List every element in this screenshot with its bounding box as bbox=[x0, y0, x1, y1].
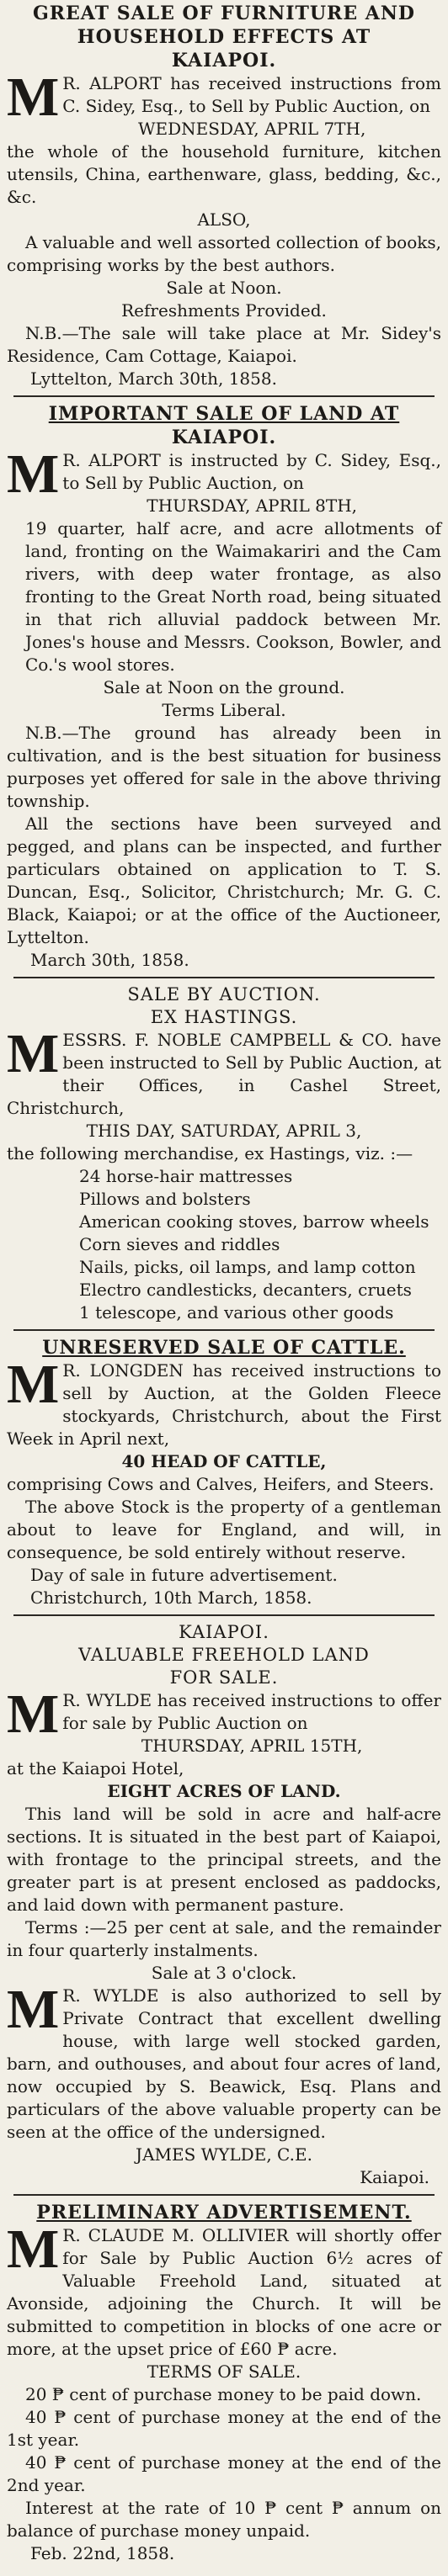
ad-body: comprising Cows and Calves, Heifers, and Steers. bbox=[7, 1474, 435, 1494]
dateline: March 30th, 1858. bbox=[30, 950, 189, 970]
ad-headline: UNRESERVED SALE OF CATTLE. bbox=[42, 1337, 406, 1359]
ad-intro bbox=[7, 1354, 441, 1450]
ad-headline: IMPORTANT SALE OF LAND AT bbox=[48, 403, 400, 425]
ad-headline: KAIAPOI. bbox=[179, 1622, 269, 1642]
drop-cap: M bbox=[7, 2218, 60, 2280]
ad-headline: GREAT SALE OF FURNITURE AND bbox=[32, 3, 416, 24]
column-rule bbox=[13, 977, 435, 978]
auction-date: WEDNESDAY, APRIL 7TH, bbox=[137, 119, 366, 139]
drop-cap: M bbox=[7, 443, 60, 505]
merchandise-list bbox=[7, 1165, 441, 1324]
ad-intro bbox=[7, 66, 441, 128]
ad-body: the whole of the household furniture, kitchen utensils, China, earthenware, glass, bedding, &c., &c. bbox=[7, 141, 441, 207]
auction-date: THIS DAY, SATURDAY, APRIL 3, bbox=[86, 1121, 362, 1141]
column-rule bbox=[13, 395, 435, 397]
ad-headline: KAIAPOI. bbox=[171, 427, 277, 448]
drop-cap: M bbox=[7, 1023, 60, 1084]
ad-land-sale bbox=[7, 400, 441, 972]
ad-intro-text: R. ALPORT is instructed by C. Sidey, Esq., to Sell by Public Auction, on bbox=[62, 450, 441, 493]
ad-body: A valuable and well assorted collection of books, comprising works by the best authors. bbox=[7, 232, 441, 275]
list-item: Nails, picks, oil lamps, and lamp cotton bbox=[79, 1257, 416, 1277]
terms-item: 40 ₱ cent of purchase money at the end of the 1st year. bbox=[7, 2407, 441, 2450]
list-item: 24 horse-hair mattresses bbox=[79, 1166, 293, 1186]
auction-date: THURSDAY, APRIL 15TH, bbox=[141, 1736, 363, 1756]
also-label: ALSO, bbox=[197, 209, 251, 230]
ad-headline: EX HASTINGS. bbox=[150, 1007, 298, 1027]
ad-body: All the sections have been surveyed and pegged, and plans can be inspected, and further particulars obtained on application to T. S. Duncan, Esq., Solicitor, Christchurch; Mr. G. C. Black, Kaiapoi; or at the office of the Auctioneer, Lyttelton. bbox=[7, 814, 441, 947]
dateline: Lyttelton, March 30th, 1858. bbox=[30, 368, 277, 389]
ad-private-contract bbox=[7, 1979, 441, 2144]
terms-note: Terms :—25 per cent at sale, and the remainder in four quarterly instalments. bbox=[7, 1917, 441, 1960]
ad-body: R. WYLDE is also authorized to sell by Private Contract that excellent dwelling house, with large well stocked garden, barn, and outhouses, and about four acres of land, now occupied by S. Beawick, Esq. Plans and particulars of the above valuable property can be seen at the office of the undersigned. bbox=[7, 1985, 441, 2142]
nb-note: N.B.—The sale will take place at Mr. Sidey's Residence, Cam Cottage, Kaiapoi. bbox=[7, 323, 441, 366]
terms-item: Interest at the rate of 10 ₱ cent ₱ annum on balance of purchase money unpaid. bbox=[7, 2498, 441, 2541]
sale-time: Sale at 3 o'clock. bbox=[151, 1963, 297, 1983]
ad-body: 19 quarter, half acre, and acre allotments of land, fronting on the Waimakariri and the Cam rivers, with deep water frontage, as also fronting to the Great North road, being situated in that rich alluvial paddock between Mr. Jones's house and Messrs. Cookson, Bowler, and Co.'s wool stores. bbox=[25, 518, 441, 675]
ad-intro bbox=[7, 1023, 441, 1120]
ad-furniture-sale bbox=[7, 0, 441, 390]
ad-intro bbox=[7, 1683, 441, 1745]
list-item: Pillows and bolsters bbox=[79, 1189, 251, 1209]
terms-note: Terms Liberal. bbox=[162, 700, 286, 720]
ad-body: This land will be sold in acre and half-acre sections. It is situated in the best part of Kaiapoi, with frontage to the principal streets, and the greater part is at present enclosed as paddocks, and laid down with permanent pasture. bbox=[7, 1804, 441, 1915]
ad-intro bbox=[7, 2218, 441, 2361]
list-item: American cooking stoves, barrow wheels bbox=[79, 1211, 429, 1232]
list-item: Corn sieves and riddles bbox=[79, 1234, 280, 1254]
sale-day-note: Day of sale in future advertisement. bbox=[30, 1565, 338, 1585]
ad-intro-text: ESSRS. F. NOBLE CAMPBELL & CO. have been instructed to Sell by Public Auction, at their Offices, in Cashel Street, Christchurch, bbox=[7, 1030, 441, 1118]
refreshments-note: Refreshments Provided. bbox=[121, 300, 327, 321]
ad-kaiapoi-freehold bbox=[7, 1619, 441, 2189]
column-rule bbox=[13, 1329, 435, 1331]
drop-cap: M bbox=[7, 1979, 60, 2040]
venue: at the Kaiapoi Hotel, bbox=[7, 1758, 184, 1778]
column-rule bbox=[13, 2194, 435, 2196]
ad-intro-text: R. CLAUDE M. OLLIVIER will shortly offer for Sale by Public Auction 6½ acres of Valuable Freehold Land, situated at Avonside, adjoining the Church. It will be submitted to competition in blocks of one acre or more, at the upset price of £60 ₱ acre. bbox=[7, 2225, 441, 2359]
ad-headline: HOUSEHOLD EFFECTS AT bbox=[77, 26, 371, 48]
ad-headline: FOR SALE. bbox=[169, 1667, 279, 1688]
drop-cap: M bbox=[7, 1683, 60, 1745]
ad-headline: VALUABLE FREEHOLD LAND bbox=[78, 1645, 370, 1665]
lot-title: EIGHT ACRES OF LAND. bbox=[107, 1781, 341, 1801]
signature-place: Kaiapoi. bbox=[360, 2167, 429, 2187]
lot-title: 40 HEAD OF CATTLE, bbox=[121, 1451, 327, 1471]
column-rule bbox=[13, 1614, 435, 1616]
ad-lead: the following merchandise, ex Hastings, viz. :— bbox=[7, 1143, 413, 1163]
ad-intro-text: R. ALPORT has received instructions from C. Sidey, Esq., to Sell by Public Auction, on bbox=[62, 73, 441, 116]
ad-intro-text: R. LONGDEN has received instructions to sell by Auction, at the Golden Fleece stockyards, Christchurch, about the First Week in April next, bbox=[7, 1360, 441, 1449]
drop-cap: M bbox=[7, 66, 60, 128]
advertisement-column bbox=[7, 0, 441, 2565]
dateline: Feb. 22nd, 1858. bbox=[30, 2543, 175, 2563]
ad-headline: SALE BY AUCTION. bbox=[127, 984, 321, 1004]
sale-time: Sale at Noon. bbox=[166, 278, 282, 298]
terms-heading: TERMS OF SALE. bbox=[147, 2361, 301, 2382]
list-item: Electro candlesticks, decanters, cruets bbox=[79, 1280, 412, 1300]
ad-headline: PRELIMINARY ADVERTISEMENT. bbox=[36, 2202, 412, 2224]
ad-preliminary bbox=[7, 2199, 441, 2565]
dateline: Christchurch, 10th March, 1858. bbox=[30, 1587, 312, 1608]
nb-note: N.B.—The ground has already been in cultivation, and is the best situation for business purposes yet offered for sale in the above thriving township. bbox=[7, 723, 441, 811]
ad-cattle-sale bbox=[7, 1334, 441, 1609]
ad-headline: KAIAPOI. bbox=[171, 50, 277, 72]
auction-date: THURSDAY, APRIL 8TH, bbox=[147, 496, 358, 516]
ad-body: The above Stock is the property of a gentleman about to leave for England, and will, in consequence, be sold entirely without reserve. bbox=[7, 1497, 441, 1562]
ad-intro-text: R. WYLDE has received instructions to offer for sale by Public Auction on bbox=[62, 1690, 441, 1733]
terms-item: 20 ₱ cent of purchase money to be paid down. bbox=[25, 2384, 422, 2404]
ad-intro bbox=[7, 443, 441, 505]
sale-time: Sale at Noon on the ground. bbox=[103, 677, 345, 697]
signature-name: JAMES WYLDE, C.E. bbox=[136, 2144, 312, 2165]
list-item: 1 telescope, and various other goods bbox=[79, 1302, 394, 1322]
terms-item: 40 ₱ cent of purchase money at the end of the 2nd year. bbox=[7, 2452, 441, 2495]
ad-auction-ex-hastings bbox=[7, 982, 441, 1324]
drop-cap: M bbox=[7, 1354, 60, 1415]
